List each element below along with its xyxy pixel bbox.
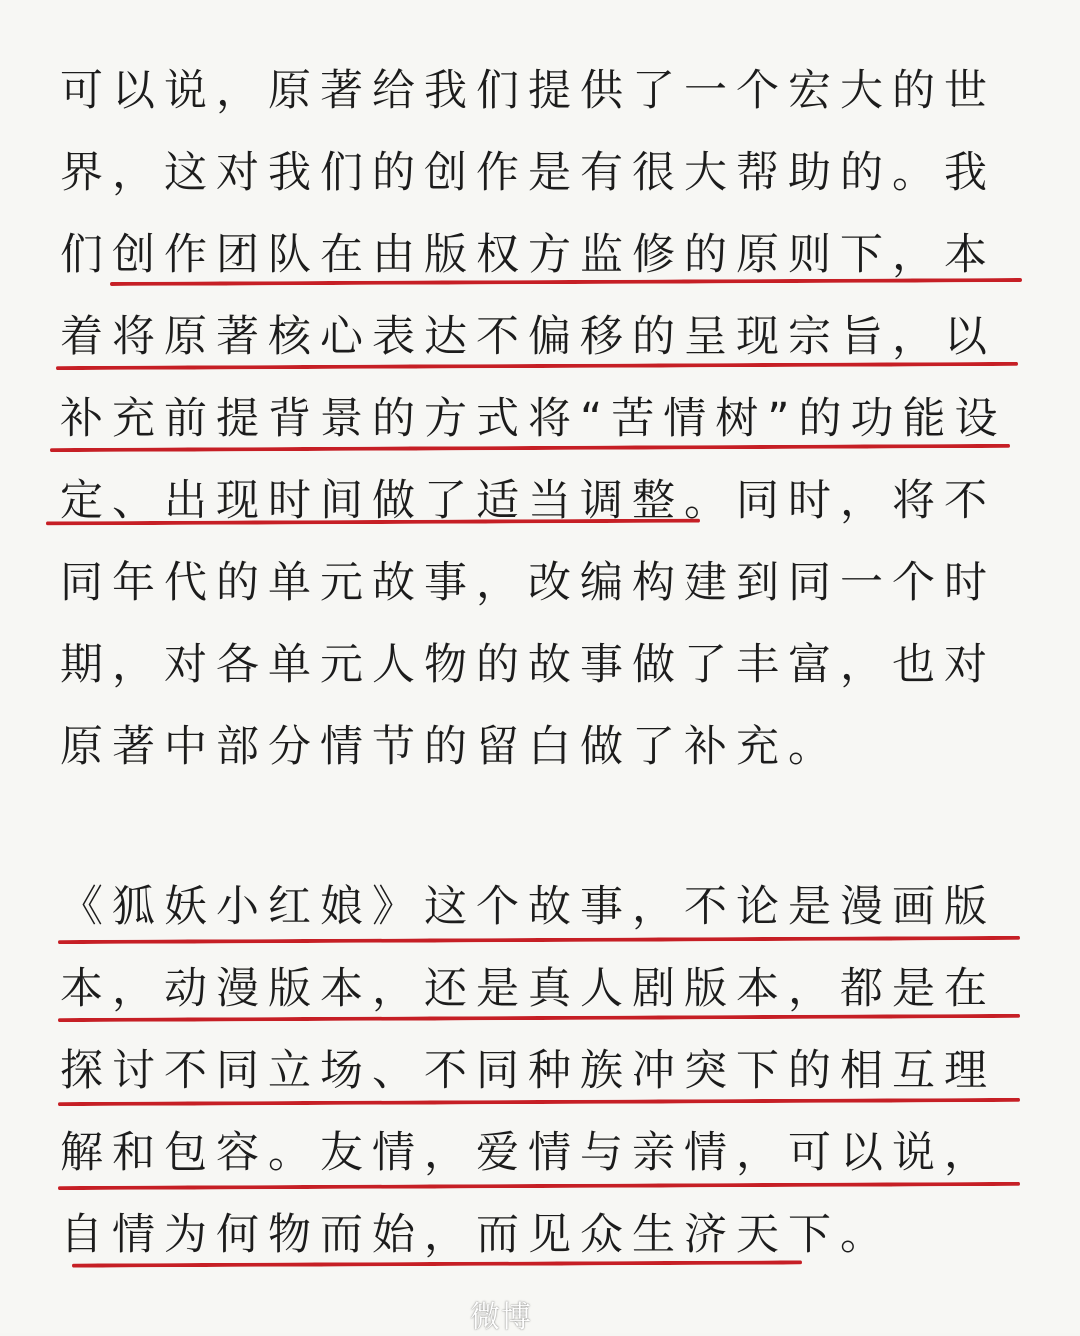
underlined-text: 本，动漫版本，还是真人剧版本，都是在 — [60, 964, 996, 1014]
text: 可以说，原著给我们提供了一个宏大的世 — [60, 66, 996, 116]
underlined-text: 创作团队在由版权方监修的原则下，本 — [112, 230, 996, 280]
text: 同时，将不 — [736, 476, 996, 526]
underlined-text: 补充前提背景的方式将“苦情树”的功能设 — [60, 394, 1007, 444]
watermark: 微博 — [470, 1300, 532, 1335]
underlined-text: 《狐妖小红娘》这个故事，不论是漫画版 — [60, 882, 996, 932]
underlined-text: 着将原著核心表达不偏移的呈现宗旨，以 — [60, 312, 996, 362]
paragraph-1-line-6 — [60, 460, 1020, 542]
paragraph-1-line-1 — [60, 50, 1020, 132]
paragraph-1-line-7 — [60, 542, 1020, 624]
text: 原著中部分情节的留白做了补充。 — [60, 722, 840, 772]
paragraph-1-line-8 — [60, 624, 1020, 706]
paragraph-1-line-9 — [60, 706, 1020, 788]
text: 界，这对我们的创作是有很大帮助的。我 — [60, 148, 996, 198]
underlined-text: 定、出现时间做了适当调整。 — [60, 476, 736, 526]
text: 期，对各单元人物的故事做了丰富，也对 — [60, 640, 996, 690]
underlined-text: 自情为何物而始，而见众生济天下。 — [60, 1210, 892, 1260]
underlined-text: 探讨不同立场、不同种族冲突下的相互理 — [60, 1046, 996, 1096]
underlined-text: 解和包容。友情，爱情与亲情，可以说， — [60, 1128, 996, 1178]
text: 同年代的单元故事，改编构建到同一个时 — [60, 558, 996, 608]
text: 们 — [60, 230, 112, 280]
paragraph-1-line-2 — [60, 132, 1020, 214]
